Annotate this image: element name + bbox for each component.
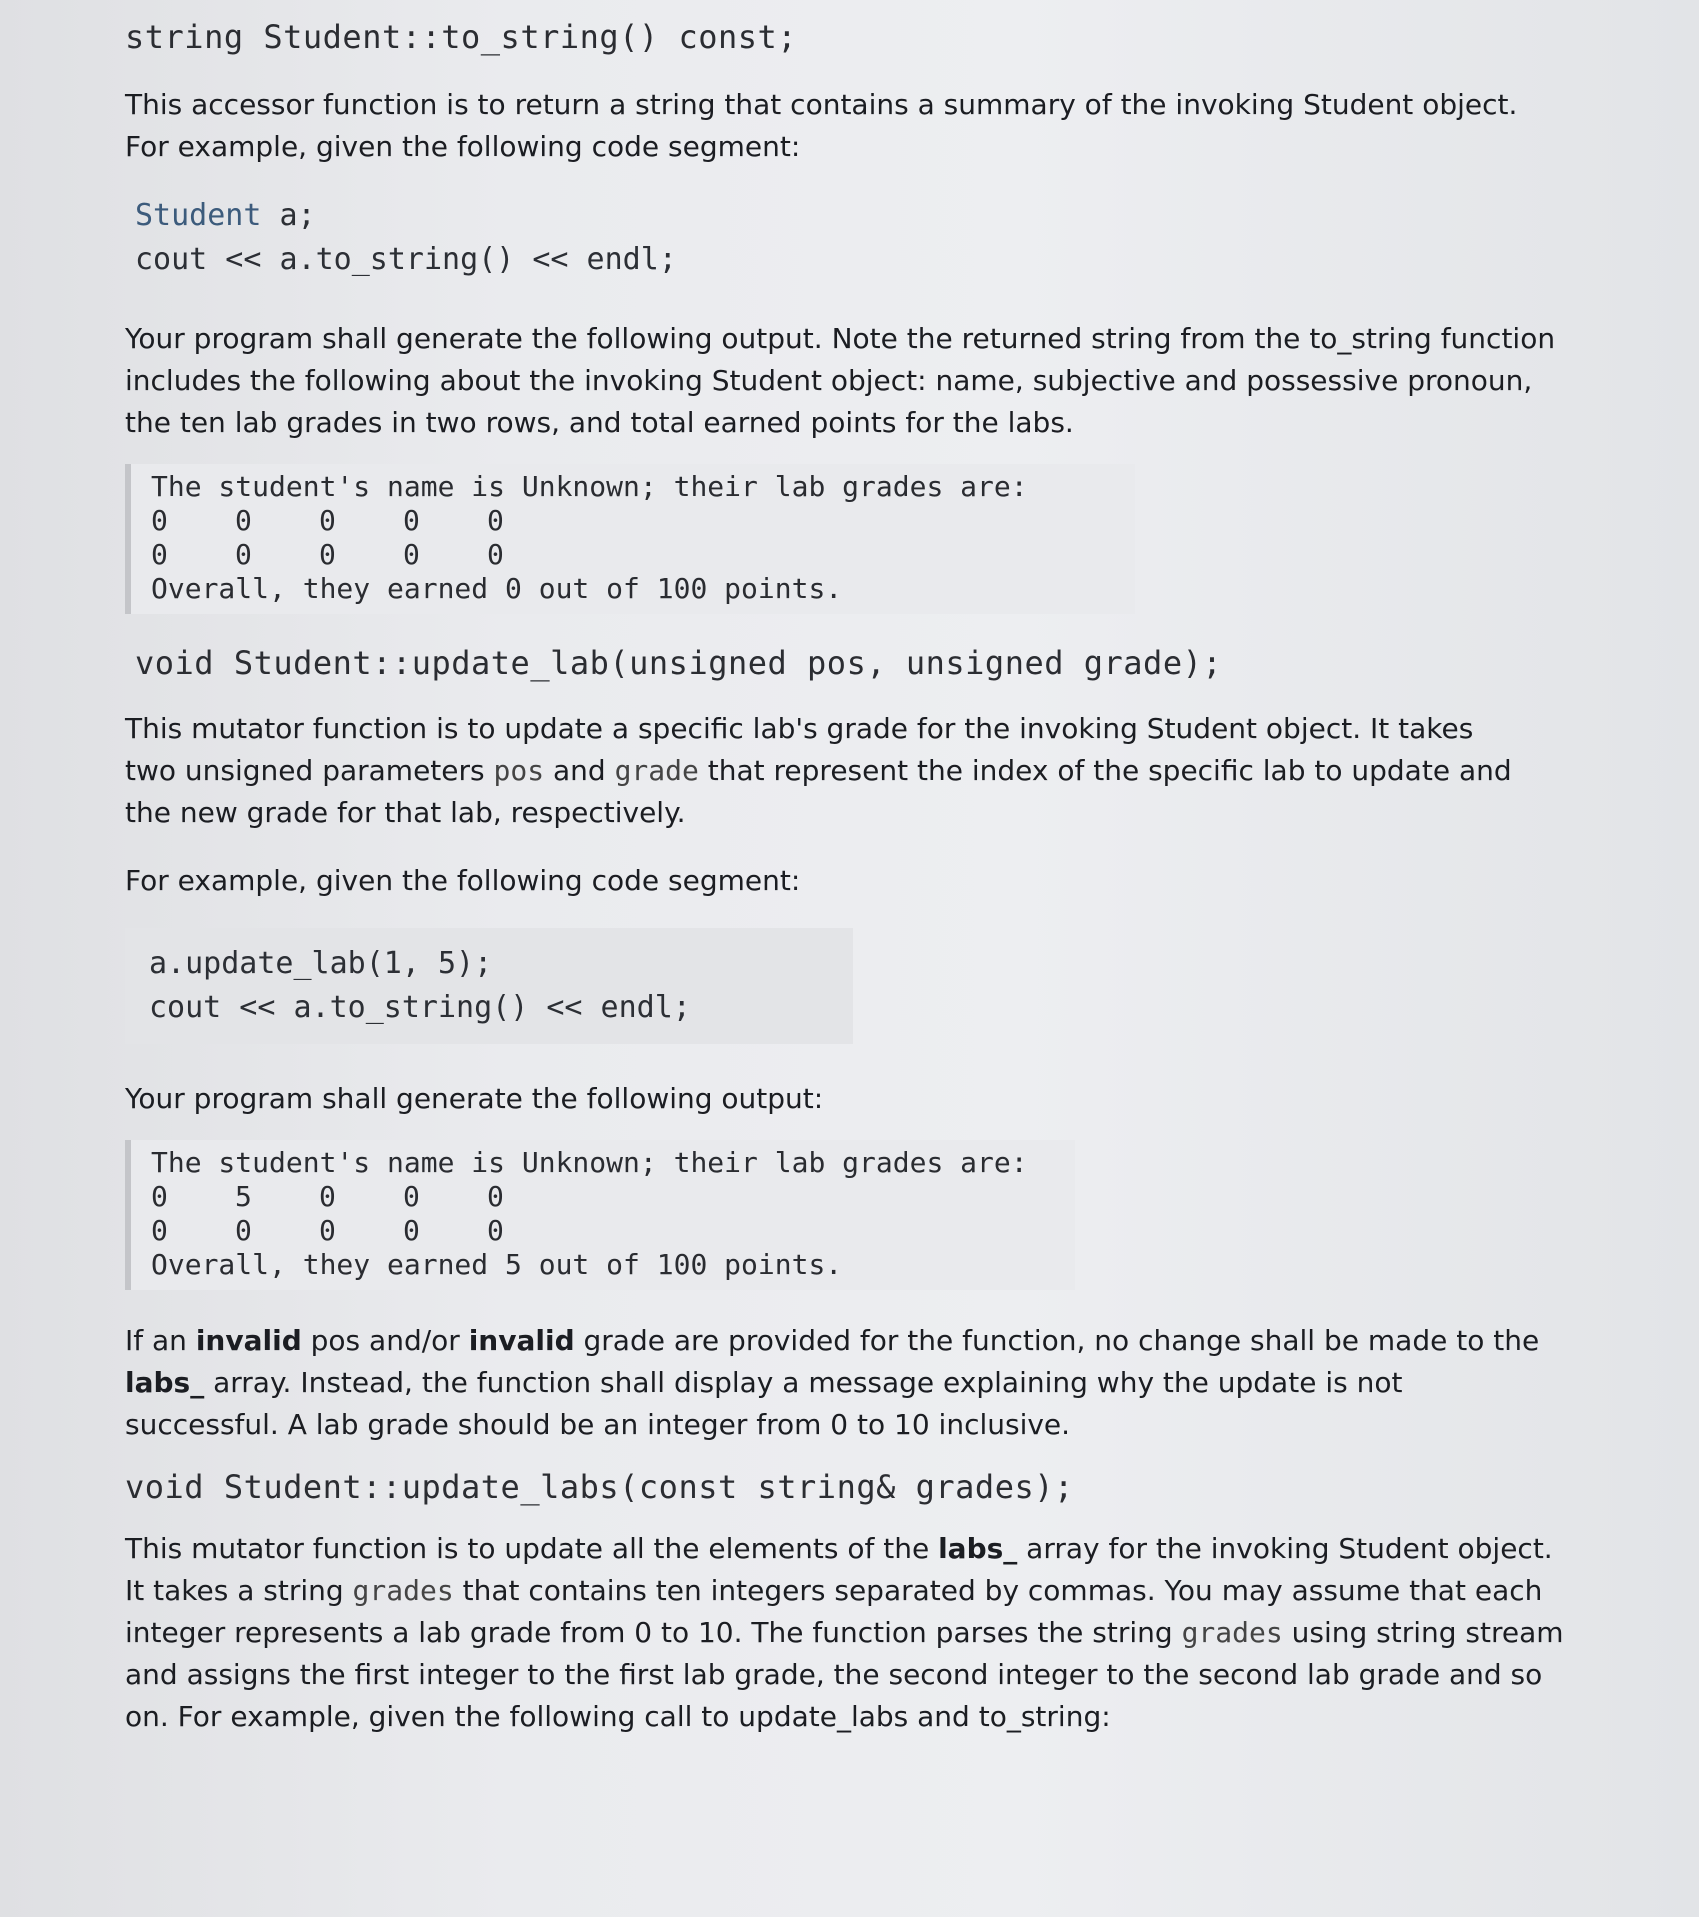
code-line: a.update_lab(1, 5); [149, 946, 493, 981]
grade-value: 0 [235, 1214, 252, 1247]
param-grade: grade [614, 754, 699, 787]
grade-value: 0 [151, 538, 168, 571]
text-span: grade are provided for the function, no change shall be made to the [574, 1324, 1540, 1357]
grade-value: 0 [319, 1180, 336, 1213]
text-span: using string stream and assigns the first integer to the first lab grade, the second integer to the second lab grade and so on. For example, given the following call to update_labs and to_string: [125, 1616, 1564, 1733]
update-lab-description [125, 708, 1525, 834]
to-string-output-intro: Your program shall generate the following output. Note the returned string from the to_string function includes the following about the invoking Student object: name, subjective and possessive pronoun, the ten lab grades in two rows, and total earned points for the labs. [125, 322, 1556, 439]
grades-row-2 [151, 1214, 1051, 1248]
document-content [125, 18, 1585, 1738]
text-span: array for the invoking Student object. It takes a string [125, 1532, 1553, 1607]
bold-text: labs_ [938, 1532, 1018, 1565]
grade-value: 0 [235, 504, 252, 537]
code-line [135, 194, 1585, 238]
output-header-line: The student's name is Unknown; their lab grades are: [151, 470, 1028, 503]
code-text: a; [261, 198, 316, 233]
param-grades: grades [1181, 1616, 1283, 1649]
grades-row-1 [151, 504, 1111, 538]
text-span: pos and/or [301, 1324, 469, 1357]
update-lab-signature: void Student::update_lab(unsigned pos, unsigned grade); [135, 644, 1223, 682]
param-grades: grades [352, 1574, 454, 1607]
code-line: cout << a.to_string() << endl; [149, 990, 691, 1025]
grade-value: 5 [235, 1180, 252, 1213]
code-line: cout << a.to_string() << endl; [135, 242, 677, 277]
grade-value: 0 [403, 538, 420, 571]
grade-value: 0 [403, 504, 420, 537]
to-string-code-block [135, 194, 1585, 282]
grade-value: 0 [403, 1180, 420, 1213]
code-keyword: Student [135, 198, 262, 233]
text-span: that represent the index of the specific lab to update and the new grade for that lab, respectively. [125, 754, 1512, 829]
grade-value: 0 [403, 1214, 420, 1247]
grade-value: 0 [151, 1214, 168, 1247]
grade-value: 0 [235, 538, 252, 571]
update-lab-output-intro: Your program shall generate the following output: [125, 1082, 824, 1115]
grade-value: 0 [487, 504, 504, 537]
grades-row-2 [151, 538, 1111, 572]
param-pos: pos [493, 754, 545, 787]
text-span: This mutator function is to update a specific lab's grade for the invoking Student object. It takes two unsigned parameters [125, 712, 1474, 787]
output-header-line: The student's name is Unknown; their lab grades are: [151, 1146, 1028, 1179]
text-span: array. Instead, the function shall display a message explaining why the update is not successful. A lab grade should be an integer from 0 to 10 inclusive. [125, 1366, 1403, 1441]
update-lab-code-block [125, 928, 853, 1044]
update-labs-description [125, 1528, 1565, 1738]
grade-value: 0 [151, 504, 168, 537]
text-span: that contains ten integers separated by commas. You may assume that each integer represents a lab grade from 0 to 10. The function parses the string [125, 1574, 1543, 1649]
text-span: This mutator function is to update all the elements of the [125, 1532, 939, 1565]
bold-text: labs_ [125, 1366, 205, 1399]
grade-value: 0 [151, 1180, 168, 1213]
bold-text: invalid [468, 1324, 575, 1357]
grade-value: 0 [319, 538, 336, 571]
grade-value: 0 [487, 1180, 504, 1213]
text-span: and [544, 754, 615, 787]
grade-value: 0 [319, 504, 336, 537]
update-labs-signature: void Student::update_labs(const string& grades); [125, 1468, 1074, 1506]
to-string-signature: string Student::to_string() const; [125, 18, 798, 56]
to-string-output-box [125, 464, 1135, 614]
invalid-input-description [125, 1320, 1545, 1446]
grade-value: 0 [319, 1214, 336, 1247]
update-lab-output-box [125, 1140, 1075, 1290]
output-summary-line: Overall, they earned 5 out of 100 points. [151, 1248, 843, 1281]
grade-value: 0 [487, 538, 504, 571]
bold-text: invalid [195, 1324, 302, 1357]
grade-value: 0 [487, 1214, 504, 1247]
update-lab-example-intro: For example, given the following code segment: [125, 864, 801, 897]
output-summary-line: Overall, they earned 0 out of 100 points. [151, 572, 843, 605]
text-span: If an [125, 1324, 196, 1357]
grades-row-1 [151, 1180, 1051, 1214]
to-string-description: This accessor function is to return a string that contains a summary of the invoking Student object. For example, given the following code segment: [125, 88, 1518, 163]
